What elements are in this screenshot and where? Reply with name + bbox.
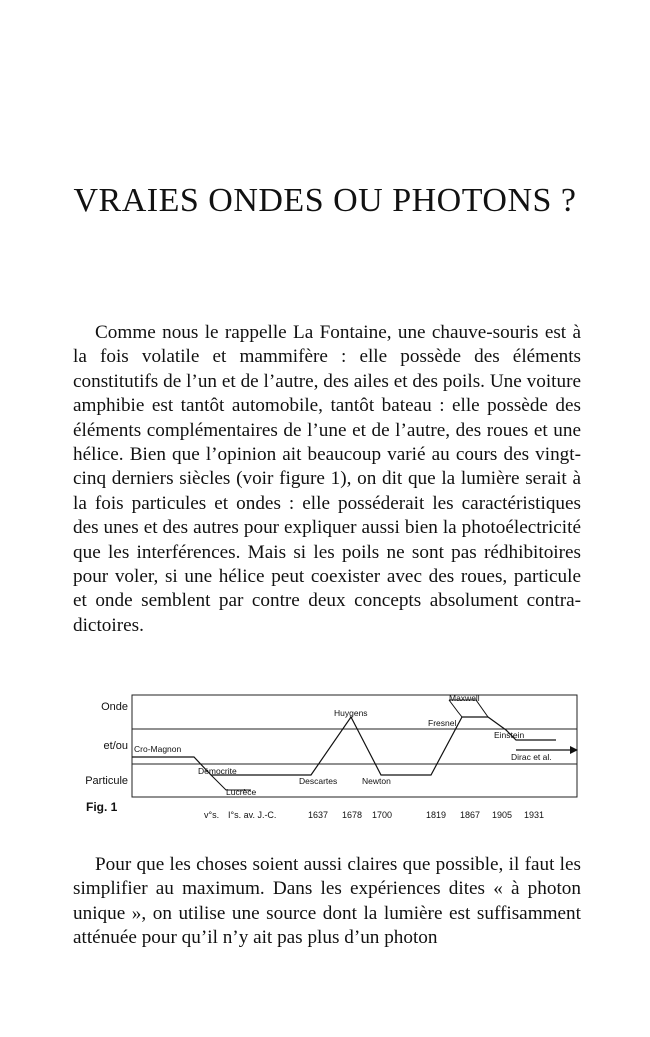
- label-fresnel: Fresnel: [428, 718, 457, 728]
- label-descartes: Descartes: [299, 776, 338, 786]
- label-einstein: Einstein: [494, 730, 525, 740]
- row-label-particule: Particule: [85, 775, 128, 787]
- label-democrite: Démocrite: [198, 766, 237, 776]
- label-maxwell: Maxwell: [449, 693, 480, 703]
- paragraph-1-text: Comme nous le rappelle La Fontaine, une chauve-souris est à la fois volatile et mammifère : elle possède des éléments constitutifs de l’un et de l’autre, des ailes et des poils. Une voiture amphibie est tantôt automobile, tantôt bateau : elle possède des éléments complémentaires de l’une et de l’autre, des roues et une hélice. Bien que l’opinion ait beaucoup varié au cours des vingt-cinq derniers siècles (voir figure 1), on dit que la lumière serait à la fois particules et ondes : elle posséderait les caractéristiques des unes et des autres pour expliquer aussi bien la photoélectricité que les interférences. Mais si les poils ne sont pas rédhibitoires pour voler, si une hélice peut coexister avec des roues, particule et onde semblent par contre deux concepts absolument contradictoires.: [73, 322, 581, 636]
- figure-1: [76, 690, 586, 825]
- axis-label: 1700: [372, 810, 393, 820]
- axis-label: 1637: [308, 810, 329, 820]
- axis-label: 1678: [342, 810, 363, 820]
- label-cro-magnon: Cro-Magnon: [134, 744, 182, 754]
- opinion-curve: [132, 717, 556, 775]
- axis-label: v°s.: [204, 810, 220, 820]
- chapter-title: VRAIES ONDES OU PHOTONS ?: [73, 182, 577, 219]
- row-label-etou: et/ou: [103, 740, 128, 752]
- axis-label: 1867: [460, 810, 481, 820]
- paragraph-2-text: Pour que les choses soient aussi claires que possible, il faut les simplifier au maximum. Dans les expériences dites « à photon unique », on utilise une source dont la lumière est suffisamment atténuée pour qu’il n’y ait pas plus d’un photon: [73, 854, 581, 949]
- axis-label: 1819: [426, 810, 447, 820]
- row-label-onde: Onde: [101, 701, 128, 713]
- label-lucrece: Lucrèce: [226, 787, 257, 797]
- axis-label: 1905: [492, 810, 513, 820]
- figure-label: Fig. 1: [86, 800, 118, 814]
- axis-label: I°s. av. J.-C.: [228, 810, 277, 820]
- paragraph-1: [73, 321, 581, 638]
- label-newton: Newton: [362, 776, 391, 786]
- timeline-diagram: [76, 690, 586, 825]
- paragraph-2: [73, 853, 581, 951]
- label-huygens: Huygens: [334, 708, 368, 718]
- axis-label: 1931: [524, 810, 545, 820]
- label-dirac: Dirac et al.: [511, 752, 552, 762]
